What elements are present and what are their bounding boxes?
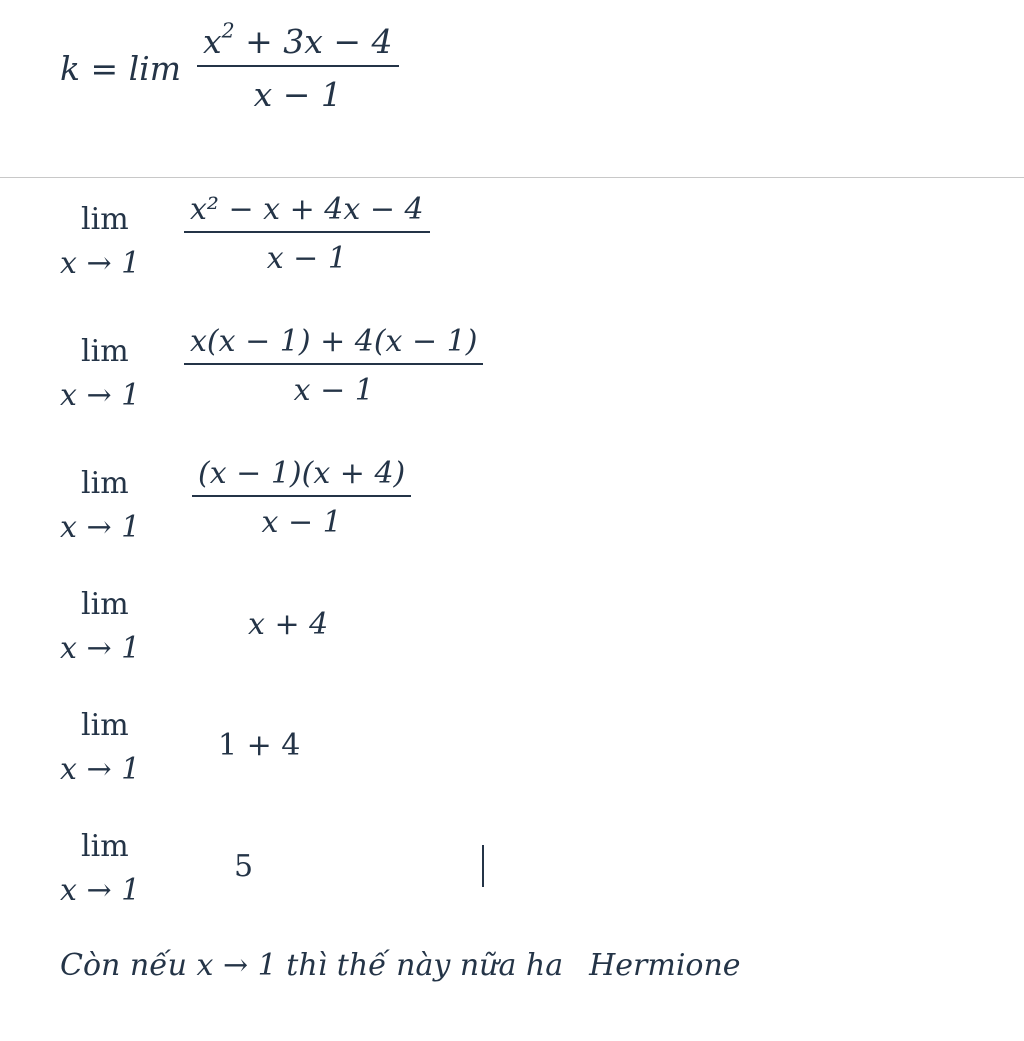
limit-word: lim	[81, 829, 129, 864]
limit-word: lim	[81, 708, 129, 743]
limit-operator	[60, 825, 160, 925]
step-1-denominator: x − 1	[266, 241, 347, 276]
limit-operator	[60, 330, 160, 430]
limit-subscript: x → 1	[60, 378, 141, 413]
limit-word: lim	[81, 587, 129, 622]
step-4	[60, 583, 960, 683]
section-divider	[0, 177, 1024, 178]
step-1-fraction	[184, 192, 430, 276]
limit-word: lim	[81, 202, 129, 237]
step-2-fraction	[184, 324, 483, 408]
header-denominator: x − 1	[253, 75, 342, 114]
step-5-expression: 1 + 4	[218, 728, 301, 763]
header-equation-lhs: k = lim	[60, 48, 182, 88]
header-numerator	[197, 18, 399, 67]
limit-subscript: x → 1	[60, 510, 141, 545]
limit-operator	[60, 462, 160, 562]
step-1	[60, 192, 960, 298]
step-3-fraction	[192, 456, 411, 540]
step-5	[60, 704, 960, 804]
header-numerator-exponent: 2	[221, 18, 235, 43]
limit-subscript: x → 1	[60, 631, 141, 666]
footer-text: Còn nếu x → 1 thì thế này nữa ha	[60, 948, 564, 983]
step-1-numerator: x² − x + 4x − 4	[184, 192, 430, 233]
header-equation	[60, 18, 399, 118]
header-numerator-rest: + 3x − 4	[234, 22, 393, 61]
step-6	[60, 825, 960, 925]
header-fraction	[197, 18, 399, 114]
limit-operator	[60, 583, 160, 683]
limit-subscript: x → 1	[60, 246, 141, 281]
text-cursor	[482, 845, 484, 887]
step-3	[60, 456, 960, 562]
limit-word: lim	[81, 466, 129, 501]
header-numerator-base: x	[203, 22, 222, 61]
step-2-denominator: x − 1	[293, 373, 374, 408]
step-6-expression: 5	[234, 849, 254, 884]
footer-note	[60, 948, 741, 983]
signature: Hermione	[589, 948, 741, 983]
step-4-expression: x + 4	[248, 607, 329, 642]
step-2-numerator: x(x − 1) + 4(x − 1)	[184, 324, 483, 365]
step-3-denominator: x − 1	[261, 505, 342, 540]
limit-subscript: x → 1	[60, 873, 141, 908]
limit-operator	[60, 704, 160, 804]
step-2	[60, 324, 960, 430]
step-3-numerator: (x − 1)(x + 4)	[192, 456, 411, 497]
limit-operator	[60, 198, 160, 298]
limit-word: lim	[81, 334, 129, 369]
limit-subscript: x → 1	[60, 752, 141, 787]
